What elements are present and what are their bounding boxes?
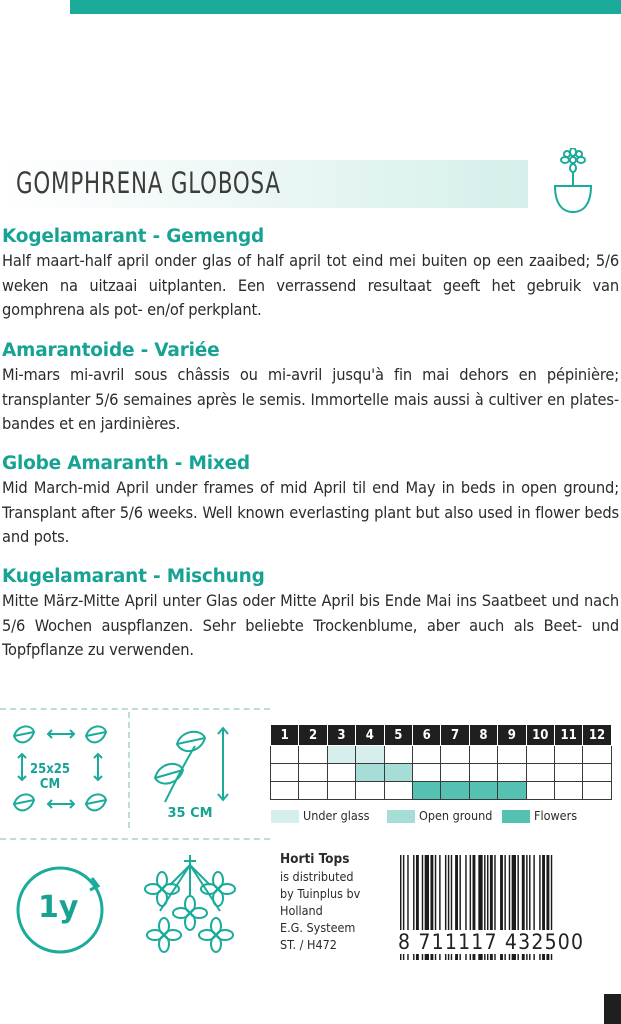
legend-swatch [271, 810, 299, 823]
month-cell: 8 [469, 725, 497, 746]
calendar-cell [441, 746, 469, 764]
calendar-cell [384, 764, 412, 782]
month-cell: 6 [412, 725, 440, 746]
calendar-cell [526, 782, 554, 800]
distributor-line: Holland [280, 903, 323, 918]
calendar-cell [384, 746, 412, 764]
calendar-cell [583, 782, 611, 800]
corner-mark [604, 994, 621, 1024]
calendar-cell [583, 746, 611, 764]
calendar-cell [356, 746, 384, 764]
section-french [2, 339, 619, 437]
calendar-cell [554, 764, 582, 782]
calendar-cell [271, 764, 299, 782]
calendar-cell [441, 764, 469, 782]
month-cell: 5 [384, 725, 412, 746]
calendar-cell [271, 746, 299, 764]
legend-open-ground: Open ground [387, 806, 492, 826]
calendar-cell [327, 782, 355, 800]
calendar-cell [469, 782, 497, 800]
brand-name: Horti Tops [280, 851, 350, 867]
month-cell: 4 [356, 725, 384, 746]
calendar-cell [356, 782, 384, 800]
calendar-cell [583, 764, 611, 782]
distributor-line: ST. / H472 [280, 937, 337, 952]
section-text: Mi-mars mi-avril sous châssis ou mi-avril jusqu'à fin mai dehors en pépinière; transplanter 5/6 semaines après le semis. Immortelle mais aussi à cultiver en plates-bandes et en jardinières. [2, 365, 619, 433]
calendar-row-flowers [271, 782, 612, 800]
month-cell: 7 [441, 725, 469, 746]
calendar-cell [469, 746, 497, 764]
section-english [2, 452, 619, 550]
section-text: Mitte März-Mitte April unter Glas oder Mitte April bis Ende Mai ins Saatbeet und nach 5/6 Wochen auspflanzen. Sehr beliebte Trockenblume, aber auch als Beet- und Topfpflanze zu verwenden. [2, 591, 619, 659]
calendar-cell [384, 782, 412, 800]
distributor-line: by Tuinplus bv [280, 886, 361, 901]
barcode [396, 855, 618, 973]
potted-flower-icon [549, 148, 597, 216]
month-cell: 11 [554, 725, 582, 746]
calendar-cell [554, 782, 582, 800]
calendar-cell [356, 764, 384, 782]
section-text: Half maart-half april onder glas of half april tot eind mei buiten op een zaaibed; 5/6 weken na uitzaai uitplanten. Een verrassend resultaat geeft het gebruik van gomphrena als pot- en/of perkplant. [2, 251, 619, 319]
height-label: 35 CM [167, 806, 213, 821]
divider [128, 712, 130, 828]
flower-cluster-icon [140, 855, 240, 959]
spacing-label: 25x25 CM [29, 762, 71, 792]
calendar-cell [327, 764, 355, 782]
plant-height-icon [145, 722, 245, 806]
calendar-row-open-ground [271, 764, 612, 782]
calendar-cell [498, 746, 526, 764]
legend-under-glass: Under glass [271, 806, 370, 826]
page-title: GOMPHRENA GLOBOSA [16, 166, 281, 200]
calendar-cell [469, 764, 497, 782]
calendar-cell [498, 782, 526, 800]
barcode-number: 8 711117 432500 [398, 930, 585, 954]
calendar-cell [526, 746, 554, 764]
distributor-line: is distributed [280, 869, 354, 884]
month-cell: 10 [526, 725, 554, 746]
legend-swatch [387, 810, 415, 823]
section-text: Mid March-mid April under frames of mid April til end May in beds in open ground; Transplant after 5/6 weeks. Well known everlasting plant but also used in flower beds and pots. [2, 478, 619, 546]
calendar-cell [412, 746, 440, 764]
calendar-cell [412, 764, 440, 782]
calendar-row-under-glass [271, 746, 612, 764]
legend-flowers: Flowers [502, 806, 577, 826]
legend-swatch [502, 810, 530, 823]
calendar-cell [299, 782, 327, 800]
top-accent-bar [70, 0, 621, 14]
divider [0, 708, 270, 710]
section-heading: Kugelamarant - Mischung [2, 566, 265, 587]
month-cell: 1 [271, 725, 299, 746]
calendar-cell [327, 746, 355, 764]
month-cell: 9 [498, 725, 526, 746]
calendar-cell [441, 782, 469, 800]
month-cell: 3 [327, 725, 355, 746]
distributor-line: E.G. Systeem [280, 920, 356, 935]
section-dutch [2, 225, 619, 323]
divider [0, 838, 270, 840]
calendar-cell [554, 746, 582, 764]
calendar-cell [271, 782, 299, 800]
section-german [2, 565, 619, 663]
section-heading: Kogelamarant - Gemengd [2, 226, 265, 247]
month-cell: 2 [299, 725, 327, 746]
calendar-cell [526, 764, 554, 782]
calendar-cell [299, 764, 327, 782]
sowing-calendar [270, 724, 612, 800]
month-cell: 12 [583, 725, 611, 746]
lifecycle-label: 1y [38, 890, 79, 925]
section-heading: Amarantoide - Variée [2, 340, 220, 361]
section-heading: Globe Amaranth - Mixed [2, 453, 250, 474]
calendar-cell [498, 764, 526, 782]
distributor-info [280, 851, 360, 953]
calendar-cell [412, 782, 440, 800]
calendar-cell [299, 746, 327, 764]
